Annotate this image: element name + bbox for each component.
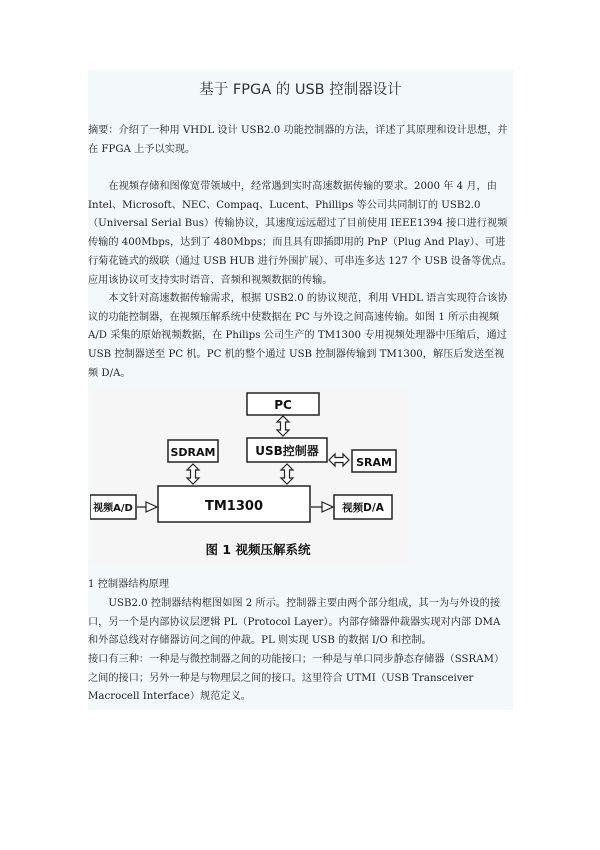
abstract-paragraph: 摘要：介绍了一种用 VHDL 设计 USB2.0 功能控制器的方法，详述了其原理和设计思想，并在 FPGA 上予以实现。 (88, 125, 508, 155)
usb-sram-arrow (329, 454, 349, 466)
page-title: 基于 FPGA 的 USB 控制器设计 (199, 82, 402, 98)
video-ad-label: 视频A/D (93, 503, 133, 514)
block-diagram (90, 390, 408, 565)
video-da-label: 视频D/A (342, 502, 384, 514)
section-heading: 1 控制器结构原理 (88, 579, 170, 590)
ad-tm-arrow (137, 502, 157, 512)
sram-label: SRAM (356, 456, 392, 469)
purpose-paragraph: 本文针对高速数据传输需求，根据 USB2.0 的协议规范，利用 VHDL 语言实现符合该协议的功能控制器，在视频压解系统中使数据在 PC 与外设之间高速传输。如图 1 所示由视频 A/D 采集的原始视频数据，在 Philips 公司生产的 TM1300 专用视频处理器中压缩后，通过 USB 控制器送至 PC 机。PC 机的整个通过 USB 控制器传输到 TM1300，解压后发送至视频 D/A。 (88, 293, 508, 379)
pc-label: PC (274, 398, 292, 412)
pc-usb-arrow (277, 416, 289, 436)
interface-paragraph: 接口有三种：一种是与微控制器之间的功能接口；一种是与单口同步静态存储器（SSRAM）之间的接口；另外一种是与物理层之间的接口。这里符合 UTMI（USB Transceiver Macrocell Interface）规范定义。 (88, 654, 505, 703)
sdram-label: SDRAM (170, 446, 216, 459)
tm-da-arrow (311, 502, 333, 512)
tm1300-label: TM1300 (205, 499, 263, 514)
figure-1 (90, 390, 408, 565)
figure-caption: 图 1 视频压解系统 (205, 542, 311, 557)
usb-tm-arrow (281, 464, 293, 484)
usb-controller-label: USB控制器 (255, 444, 319, 458)
sdram-tm-arrow (187, 464, 199, 484)
intro-paragraph: 在视频存储和图像宽带领域中，经常遇到实时高速数据传输的要求。2000 年 4 月，由 Intel、Microsoft、NEC、Compaq、Lucent、Phillips 等公司共同制订的 USB2.0（Universal Serial Bus）传输协议，其速度远远超过了目前使用 IEEE1394 接口进行视频传输的 400Mbps，达到了 480Mbps；而且具有即插即用的 PnP（Plug And Play）、可进行菊花链式的级联（通过 USB HUB 进行外围扩展）、可串连多达 127 个 USB 设备等优点。应用该协议可支持实时语音、音频和视频数据的传输。 (88, 181, 512, 286)
structure-paragraph: USB2.0 控制器结构框图如图 2 所示。控制器主要由两个部分组成，其一为与外设的接口，另一个是内部协议层逻辑 PL（Protocol Layer）。内部存储器仲裁器实现对内部 DMA 和外部总线对存储器访问之间的仲裁。PL 则实现 USB 的数据 I/O 和控制。 (88, 598, 501, 647)
